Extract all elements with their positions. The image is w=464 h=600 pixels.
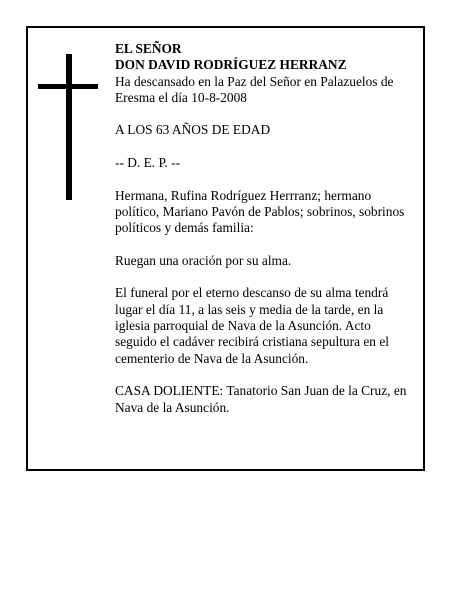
- age-statement: A LOS 63 AÑOS DE EDAD: [115, 122, 271, 138]
- prayer-request: Ruegan una oración por su alma.: [115, 252, 292, 268]
- family-list: Hermana, Rufina Rodríguez Herrranz; hermano político, Mariano Pavón de Pablos; sobrinos, sobrinos políticos y demás familia:: [115, 187, 405, 236]
- funeral-details: El funeral por el eterno descanso de su alma tendrá lugar el día 11, a las seis y media de la tarde, en la iglesia parroquial de Nava de la Asunción. Acto seguido el cadáver recibirá cristiana sepultura en el cementerio de Nava de la Asunción.: [115, 285, 390, 366]
- rest-statement: Ha descansado en la Paz del Señor en Palazuelos de Eresma el día 10-8-2008: [115, 73, 394, 105]
- cross-horizontal-bar: [38, 84, 98, 89]
- rip-line: -- D. E. P. --: [115, 155, 181, 171]
- mourning-house: CASA DOLIENTE: Tanatorio San Juan de la Cruz, en Nava de la Asunción.: [115, 383, 407, 415]
- cross-icon: [38, 54, 98, 200]
- deceased-name: DON DAVID RODRÍGUEZ HERRANZ: [115, 57, 347, 73]
- notice-body: [115, 41, 411, 416]
- deceased-title: EL SEÑOR: [115, 41, 182, 56]
- obituary-notice: [26, 26, 425, 471]
- cross-vertical-bar: [66, 54, 72, 200]
